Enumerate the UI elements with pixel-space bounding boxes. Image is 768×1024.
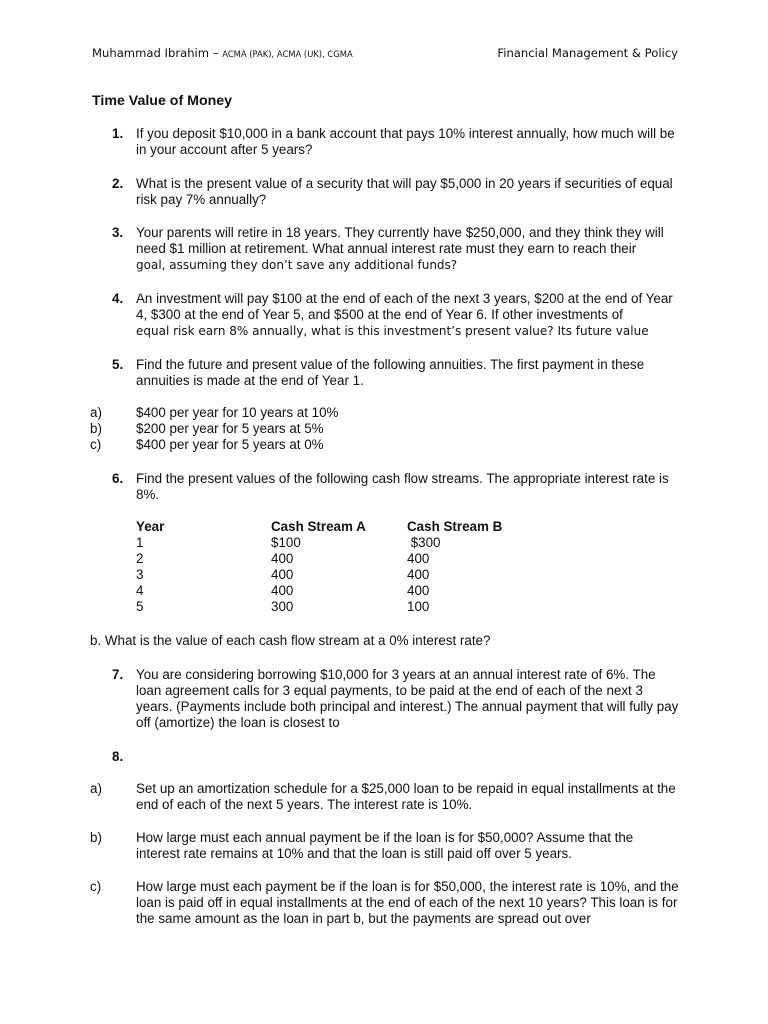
question-text: You are considering borrowing $10,000 for 3 years at an annual interest rate of 6%. The loan agreement calls for 3 equal payments, to be paid at the end of each of the next 3 years. (Payments include both principal and interest.) The annual payment that will fully pay off (amortize) the loan is closest to (136, 667, 679, 730)
cell-stream-a: 400 (271, 567, 294, 582)
author-name: Muhammad Ibrahim – (92, 46, 223, 60)
question-text-main: An investment will pay $100 at the end of each of the next 3 years, $200 at the end of Year 4, $300 at the end of Year 5, and $500 at the end of Year 6. If other investments of (136, 291, 673, 322)
question-text-tail: goal, assuming they don’t save any additional funds? (136, 258, 458, 272)
table-row (136, 599, 547, 615)
cell-stream-b: 400 (407, 551, 430, 566)
author-line (92, 46, 353, 60)
item-label: b) (90, 830, 102, 845)
item-text: $200 per year for 5 years at 5% (136, 421, 324, 436)
author-credentials: ACMA (PAK), ACMA (UK), CGMA (222, 49, 353, 59)
question-4 (112, 291, 682, 339)
loan-item-c (90, 879, 680, 927)
question-text: Find the present values of the following cash flow streams. The appropriate interest rate is 8%. (136, 471, 669, 502)
question-text-tail: equal risk earn 8% annually, what is this investment’s present value? Its future value (136, 324, 649, 338)
question-text: If you deposit $10,000 in a bank account that pays 10% interest annually, how much will be in your account after 5 years? (136, 126, 675, 157)
question-number: 7. (112, 667, 124, 682)
page-title: Time Value of Money (92, 93, 233, 109)
cell-stream-a: 300 (271, 599, 294, 614)
table-row (136, 551, 547, 567)
question-number: 3. (112, 225, 124, 240)
item-label: c) (90, 437, 102, 452)
question-number: 8. (112, 749, 124, 764)
item-label: b) (90, 421, 102, 436)
cell-stream-b: 100 (407, 599, 430, 614)
item-text: How large must each payment be if the loan is for $50,000, the interest rate is 10%, and the loan is paid off in equal installments at the end of each of the next 10 years? This loan is for the same amount as the loan in part b, but the payments are spread out over (136, 879, 679, 926)
loan-item-b (90, 830, 680, 862)
question-text-main: Your parents will retire in 18 years. They currently have $250,000, and they think they will need $1 million at retirement. What annual interest rate must they earn to reach their (136, 225, 664, 256)
cell-year: 3 (136, 567, 144, 582)
item-text: How large must each annual payment be if the loan is for $50,000? Assume that the interest rate remains at 10% and that the loan is still paid off over 5 years. (136, 830, 634, 861)
table-header-row (136, 519, 547, 535)
cell-stream-a: $100 (271, 535, 301, 550)
table-row (136, 583, 547, 599)
question-2 (112, 176, 682, 208)
item-text: Set up an amortization schedule for a $25,000 loan to be repaid in equal installments at the end of each of the next 5 years. The interest rate is 10%. (136, 781, 676, 812)
question-5 (112, 357, 682, 389)
table-row (136, 535, 547, 551)
cell-stream-a: 400 (271, 551, 294, 566)
item-text: $400 per year for 10 years at 10% (136, 405, 339, 420)
question-text: Find the future and present value of the following annuities. The first payment in these annuities is made at the end of Year 1. (136, 357, 645, 388)
annuity-item-b (90, 421, 680, 437)
cash-flow-table (136, 519, 547, 615)
item-label: a) (90, 781, 102, 796)
question-text: What is the present value of a security that will pay $5,000 in 20 years if securities of equal risk pay 7% annually? (136, 176, 673, 207)
cell-stream-b: 400 (407, 567, 430, 582)
annuity-item-c (90, 437, 680, 453)
column-header-stream-a: Cash Stream A (271, 519, 366, 534)
question-number: 5. (112, 357, 124, 372)
column-header-year: Year (136, 519, 165, 534)
cell-year: 2 (136, 551, 144, 566)
column-header-stream-b: Cash Stream B (407, 519, 503, 534)
item-label: c) (90, 879, 102, 894)
question-text (136, 291, 682, 339)
question-number: 1. (112, 126, 124, 141)
question-number: 4. (112, 291, 124, 306)
cell-year: 4 (136, 583, 144, 598)
table-row (136, 567, 547, 583)
question-7 (112, 667, 682, 731)
loan-item-a (90, 781, 680, 813)
question-text (136, 225, 682, 273)
question-6 (112, 471, 682, 503)
question-1 (112, 126, 682, 158)
question-number: 6. (112, 471, 124, 486)
item-text: $400 per year for 5 years at 0% (136, 437, 324, 452)
question-3 (112, 225, 682, 273)
cell-year: 1 (136, 535, 144, 550)
annuity-item-a (90, 405, 680, 421)
question-number: 2. (112, 176, 124, 191)
item-label: a) (90, 405, 102, 420)
cell-stream-b: $300 (407, 535, 441, 550)
cell-stream-a: 400 (271, 583, 294, 598)
question-6b: b. What is the value of each cash flow stream at a 0% interest rate? (90, 633, 491, 648)
cell-stream-b: 400 (407, 583, 430, 598)
page-header (92, 46, 678, 64)
course-title: Financial Management & Policy (497, 46, 678, 60)
cell-year: 5 (136, 599, 144, 614)
